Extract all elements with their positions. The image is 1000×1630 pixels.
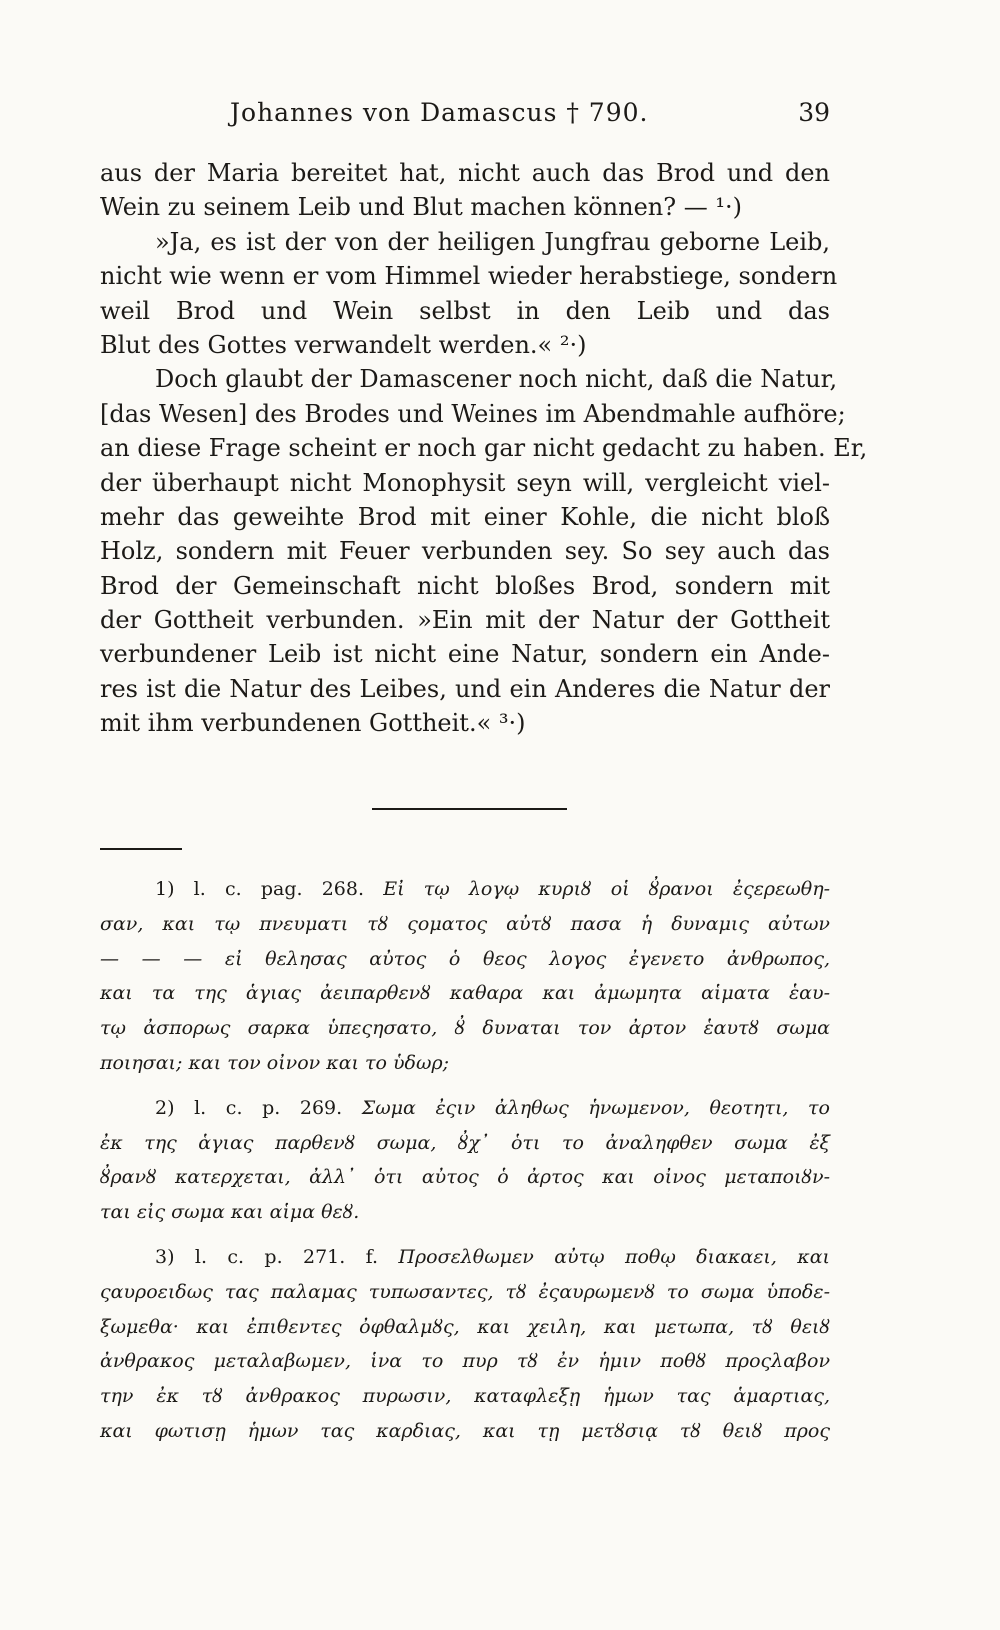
greek-line: ἐκ της ἁγιας παρθενȣ σωμα, ȣ̓χ᾽ ὁτι το ἀναληφθεν σωμα ἐξ	[100, 1131, 830, 1154]
main-text	[100, 156, 868, 741]
footnote-rule	[100, 848, 182, 850]
page-header	[100, 98, 830, 142]
greek-line: και φωτισῃ ἡμων τας καρδιας, και τῃ μετȣσιᾳ τȣ θειȣ προς	[100, 1419, 830, 1442]
greek-text: Προσελθωμεν αὐτῳ ποθῳ διακαει, και	[398, 1245, 830, 1268]
text-line: Holz, sondern mit Feuer verbunden sey. So sey auch das	[100, 537, 830, 566]
greek-line: ποιησαι; και τον οἰνον και το ὑδωρ;	[100, 1051, 450, 1074]
footnote-ref: 1) l. c. pag. 268.	[155, 878, 365, 900]
text-line: Doch glaubt der Damascener noch nicht, daß die Natur,	[155, 365, 838, 394]
quote-line: weil Brod und Wein selbst in den Leib und das	[100, 296, 830, 325]
footnote-first-line	[100, 872, 830, 907]
greek-line: ȣ̓ρανȣ κατερχεται, ἀλλ᾽ ὁτι αὐτος ὁ ἀρτος και οἰνος μεταποιȣν-	[100, 1166, 830, 1189]
footnote-3	[100, 1240, 830, 1449]
text-line: mehr das geweihte Brod mit einer Kohle, die nicht bloß	[100, 502, 830, 531]
greek-line: ξωμεθα· και ἐπιθεντες ὀφθαλμȣς, και χειλη, και μετωπα, τȣ θειȣ	[100, 1315, 830, 1338]
greek-line: σαν, και τῳ πνευματι τȣ ςοματος αὐτȣ πασα ἡ δυναμις αὐτων	[100, 912, 830, 935]
quote-line: nicht wie wenn er vom Himmel wieder herabstiege, sondern	[100, 262, 838, 291]
footnote-ref: 2) l. c. p. 269.	[155, 1096, 343, 1119]
section-divider	[372, 808, 567, 810]
greek-line: ςαυροειδως τας παλαμας τυπωσαντες, τȣ ἐςαυρωμενȣ το σωμα ὑποδε-	[100, 1280, 830, 1303]
quote-line: Blut des Gottes verwandelt werden.« ²·)	[100, 330, 587, 359]
text-line: der überhaupt nicht Monophysit seyn will, vergleicht viel-	[100, 468, 830, 497]
running-head: Johannes von Damascus † 790.	[230, 98, 649, 127]
text-line: mit ihm verbundenen Gottheit.« ³·)	[100, 709, 526, 738]
footnotes	[100, 872, 830, 1449]
greek-text: Εἰ τῳ λογῳ κυριȣ οἱ ȣ̓ρανοι ἐςερεωθη-	[383, 878, 831, 900]
greek-line: ται εἰς σωμα και αἱμα θεȣ.	[100, 1201, 360, 1224]
text-line: Wein zu seinem Leib und Blut machen können? — ¹·)	[100, 193, 742, 222]
text-line: an diese Frage scheint er noch gar nicht gedacht zu haben. Er,	[100, 434, 868, 463]
footnote-spacer	[100, 1230, 830, 1240]
footnote-1	[100, 872, 830, 1081]
text-line: Brod der Gemeinschaft nicht bloßes Brod, sondern mit	[100, 571, 830, 600]
page-number: 39	[798, 98, 830, 127]
quote-line: »Ja, es ist der von der heiligen Jungfrau geborne Leib,	[155, 227, 830, 256]
greek-line: την ἐκ τȣ ἀνθρακος πυρωσιν, καταφλεξῃ ἡμων τας ἁμαρτιας,	[100, 1385, 830, 1408]
footnote-ref: 3) l. c. p. 271. f.	[155, 1245, 379, 1268]
footnote-2	[100, 1091, 830, 1230]
greek-line: και τα της ἁγιας ἀειπαρθενȣ καθαρα και ἀμωμητα αἱματα ἑαυ-	[100, 982, 830, 1005]
text-line: der Gottheit verbunden. »Ein mit der Natur der Gottheit	[100, 606, 830, 635]
text-line: aus der Maria bereitet hat, nicht auch das Brod und den	[100, 159, 830, 187]
footnote-first-line	[100, 1240, 830, 1275]
text-line: verbundener Leib ist nicht eine Natur, sondern ein Ande-	[100, 640, 830, 669]
text-line: [das Wesen] des Brodes und Weines im Abendmahle aufhöre;	[100, 399, 846, 428]
greek-text: Σωμα ἐςιν ἀληθως ἡνωμενον, θεοτητι, το	[361, 1096, 830, 1119]
footnote-spacer	[100, 1081, 830, 1091]
greek-line: τῳ ἀσπορως σαρκα ὑπεςησατο, ȣ̓ δυναται τον ἀρτον ἑαυτȣ σωμα	[100, 1017, 830, 1040]
greek-line: ἀνθρακος μεταλαβωμεν, ἱνα το πυρ τȣ ἐν ἡμιν ποθȣ προςλαβον	[100, 1350, 830, 1373]
greek-line: — — — εἰ θελησας αὐτος ὁ θεος λογος ἐγενετο ἀνθρωπος,	[100, 947, 830, 970]
text-line: res ist die Natur des Leibes, und ein Anderes die Natur der	[100, 674, 830, 703]
footnote-first-line	[100, 1091, 830, 1126]
